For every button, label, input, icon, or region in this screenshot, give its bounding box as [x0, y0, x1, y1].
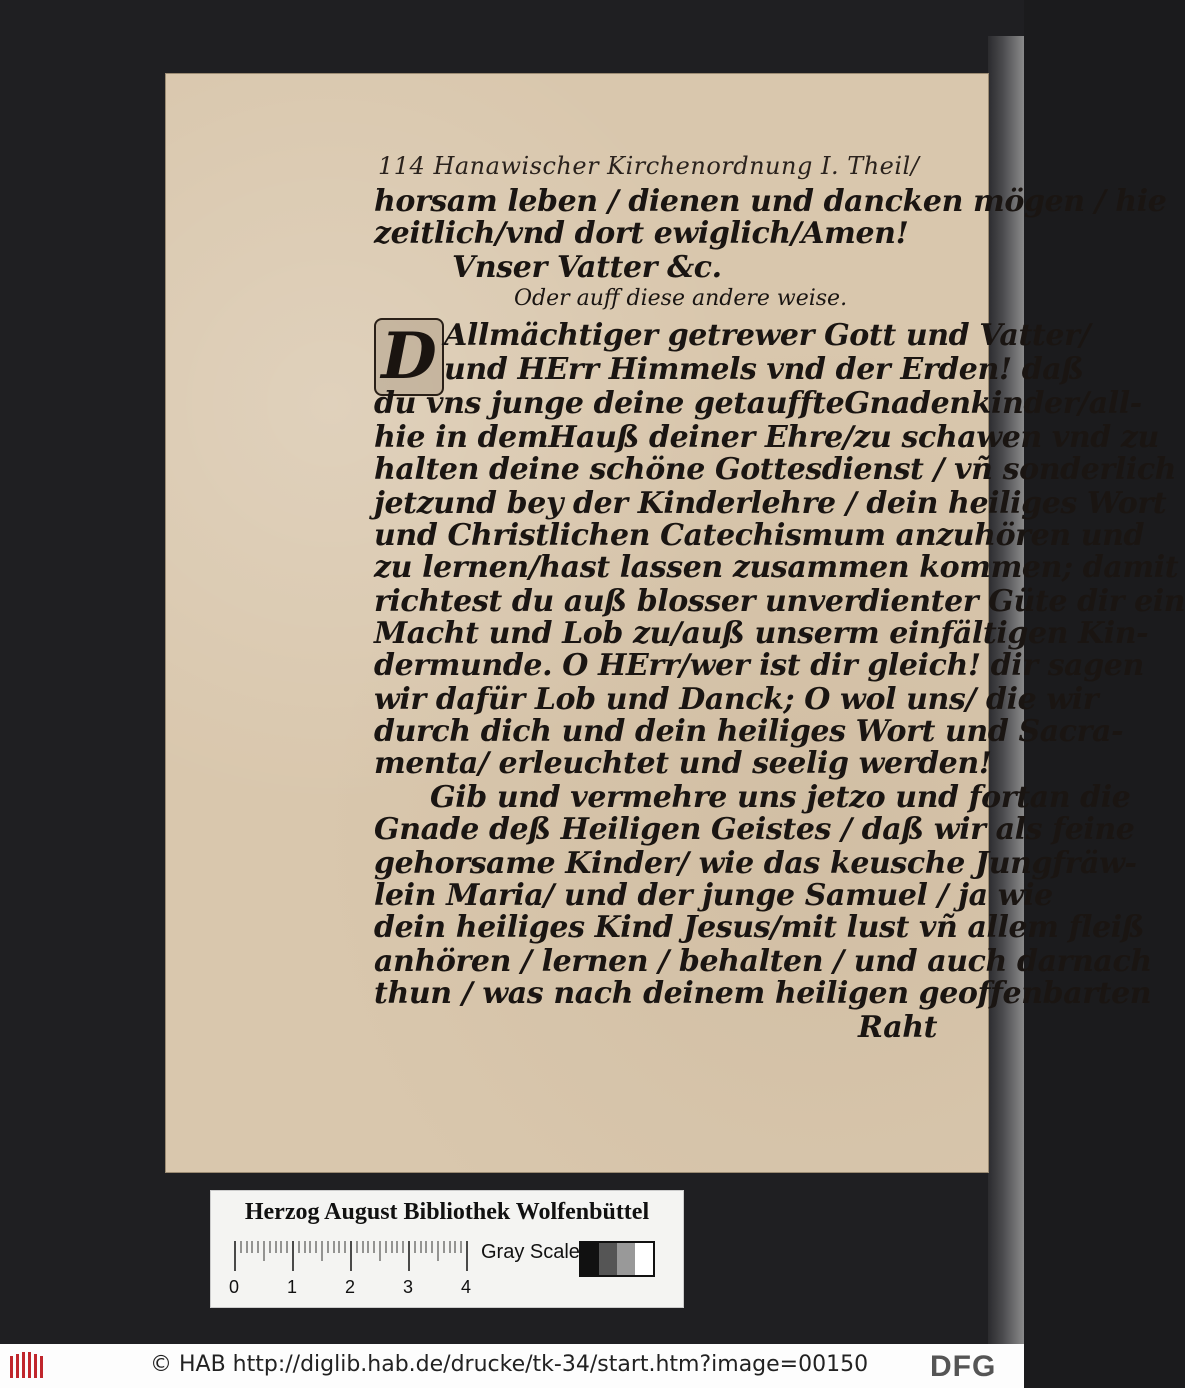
text-line: lein Maria/ und der junge Samuel / ja wie — [374, 878, 1053, 913]
text-line: Macht und Lob zu/auß unserm einfältigen Kin- — [374, 616, 1149, 651]
ruler-number: 4 — [461, 1277, 472, 1297]
copyright-link[interactable]: © HAB http://diglib.hab.de/drucke/tk-34/start.htm?image=00150 — [150, 1352, 869, 1377]
text-line: Gnade deß Heiligen Geistes / daß wir als feine — [374, 812, 1135, 847]
text-line: Gib und vermehre uns jetzo und fortan die — [430, 780, 1131, 815]
catchword: Raht — [858, 1010, 938, 1045]
text-line: richtest du auß blosser unverdienter Güte dir ein — [374, 584, 1185, 619]
text-line: und Christlichen Catechismum anzuhören und — [374, 518, 1145, 553]
text-line: dein heiliges Kind Jesus/mit lust vñ allem fleiß — [374, 910, 1145, 945]
text-line: Vnser Vatter &c. — [452, 250, 722, 285]
swatch-white — [635, 1243, 653, 1275]
text-line: durch dich und dein heiliges Wort und Sacra- — [374, 714, 1124, 749]
text-line: dermunde. O HErr/wer ist dir gleich! dir sagen — [374, 648, 1144, 683]
text-line: menta/ erleuchtet und seelig werden! — [374, 746, 992, 781]
ruler-scale — [235, 1241, 481, 1271]
text-line: anhören / lernen / behalten / und auch darnach — [374, 944, 1152, 979]
text-line: Allmächtiger getrewer Gott und Vatter/ — [444, 318, 1091, 353]
decorated-initial: D — [374, 318, 444, 396]
text-line: zeitlich/vnd dort ewiglich/Amen! — [374, 216, 909, 251]
section-heading: Oder auff diese andere weise. — [514, 286, 848, 311]
text-line: wir dafür Lob und Danck; O wol uns/ die wir — [374, 682, 1099, 717]
text-line: hie in demHauß deiner Ehre/zu schawen vnd zu — [374, 420, 1159, 455]
running-header: 114 Hanawischer Kirchenordnung I. Theil/ — [378, 152, 920, 180]
text-line: und HErr Himmels vnd der Erden! daß — [444, 352, 1084, 387]
ruler-number: 3 — [403, 1277, 414, 1297]
text-line: thun / was nach deinem heiligen geoffenbarten — [374, 976, 1152, 1011]
text-line: zu lernen/hast lassen zusammen kommen; damit — [374, 550, 1179, 585]
library-color-card — [210, 1190, 684, 1308]
ruler-number: 1 — [287, 1277, 298, 1297]
footer-bar — [0, 1344, 1024, 1388]
ruler-number: 0 — [229, 1277, 240, 1297]
swatch-dark-gray — [599, 1243, 617, 1275]
hab-logo-icon — [8, 1350, 48, 1382]
text-line: gehorsame Kinder/ wie das keusche Jungfräw- — [374, 846, 1137, 881]
gray-scale-label: Gray Scale — [481, 1241, 580, 1263]
text-line: jetzund bey der Kinderlehre / dein heiliges Wort — [374, 486, 1167, 521]
gray-scale-swatches — [579, 1241, 655, 1277]
text-line: du vns junge deine getauffteGnadenkinder/all- — [374, 386, 1142, 421]
swatch-mid-gray — [617, 1243, 635, 1275]
swatch-black — [581, 1243, 599, 1275]
text-line: halten deine schöne Gottesdienst / vñ sonderlich — [374, 452, 1177, 487]
library-name: Herzog August Bibliothek Wolfenbüttel — [244, 1199, 650, 1225]
dfg-logo: DFG — [930, 1350, 997, 1383]
text-line: horsam leben / dienen und dancken mögen / hie — [374, 184, 1167, 219]
ruler-number: 2 — [345, 1277, 356, 1297]
